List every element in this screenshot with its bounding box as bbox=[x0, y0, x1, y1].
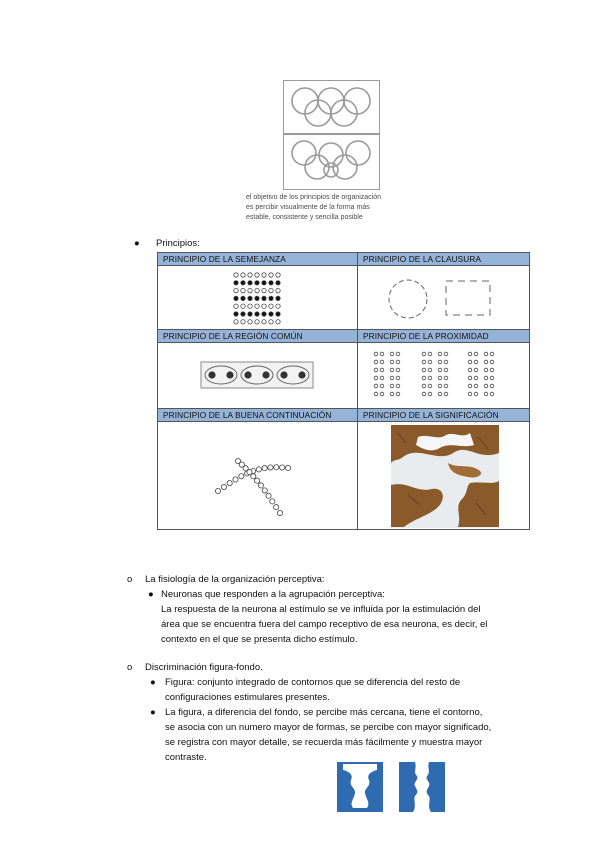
proximity-dot bbox=[422, 376, 426, 380]
proximity-dot bbox=[484, 392, 488, 396]
list-marker: o bbox=[127, 662, 133, 673]
body-line: La figura, a diferencia del fondo, se percibe más cercana, tiene el contorno, bbox=[165, 707, 483, 718]
similarity-dot bbox=[255, 280, 259, 284]
buena-continuacion-figure bbox=[158, 422, 358, 530]
proximity-dot bbox=[438, 384, 442, 388]
similarity-dot bbox=[241, 288, 245, 292]
proximity-dot bbox=[444, 384, 448, 388]
similarity-dot bbox=[255, 311, 259, 315]
principle-header-semejanza: PRINCIPIO DE LA SEMEJANZA bbox=[158, 253, 358, 266]
proximity-dot bbox=[468, 392, 472, 396]
clausura-figure bbox=[358, 266, 530, 330]
proximity-dot bbox=[422, 368, 426, 372]
principle-header-buena-continuacion: PRINCIPIO DE LA BUENA CONTINUACIÓN bbox=[158, 409, 358, 422]
proximity-dot bbox=[490, 384, 494, 388]
body-line: Figura: conjunto integrado de contornos que se diferencia del resto de bbox=[165, 677, 461, 688]
proximity-dot bbox=[438, 368, 442, 372]
similarity-dot bbox=[248, 272, 252, 276]
proximity-dot bbox=[444, 392, 448, 396]
proximity-dot bbox=[444, 368, 448, 372]
similarity-dot bbox=[269, 296, 273, 300]
continuation-dot bbox=[221, 484, 226, 489]
similarity-dot bbox=[269, 311, 273, 315]
continuation-dot bbox=[233, 476, 238, 481]
proximity-dot bbox=[484, 368, 488, 372]
proximity-dot bbox=[396, 368, 400, 372]
continuation-dot bbox=[266, 493, 271, 498]
continuation-dot bbox=[280, 464, 285, 469]
similarity-dot bbox=[241, 304, 245, 308]
similarity-dot bbox=[234, 311, 238, 315]
similarity-dot bbox=[241, 272, 245, 276]
continuation-dot bbox=[227, 480, 232, 485]
proximity-dot bbox=[428, 376, 432, 380]
principios-label: Principios: bbox=[156, 238, 200, 249]
similarity-dot bbox=[241, 311, 245, 315]
continuation-dot bbox=[274, 464, 279, 469]
caption-line: el objetivo de los principios de organización bbox=[246, 194, 382, 201]
olympic-rings-figure-bottom bbox=[283, 134, 380, 190]
proximity-dot bbox=[490, 376, 494, 380]
body-line: se asocia con un numero mayor de formas, se percibe con mayor significado, bbox=[165, 722, 492, 733]
similarity-dot bbox=[269, 319, 273, 323]
similarity-dot bbox=[276, 296, 280, 300]
proximity-dot bbox=[444, 376, 448, 380]
proximity-dot bbox=[474, 368, 478, 372]
continuation-dot bbox=[262, 465, 267, 470]
proximity-dot bbox=[438, 352, 442, 356]
principle-header-significacion: PRINCIPIO DE LA SIGNIFICACIÓN bbox=[358, 409, 530, 422]
proximity-dot bbox=[490, 368, 494, 372]
similarity-dot bbox=[241, 296, 245, 300]
similarity-dot bbox=[262, 296, 266, 300]
bullet-icon: ● bbox=[148, 589, 154, 600]
similarity-dot bbox=[276, 319, 280, 323]
proximity-dot bbox=[468, 352, 472, 356]
similarity-dot bbox=[248, 296, 252, 300]
proximity-dot bbox=[474, 384, 478, 388]
proximity-dot bbox=[374, 392, 378, 396]
similarity-dot bbox=[262, 288, 266, 292]
proximity-dot bbox=[474, 392, 478, 396]
continuation-dot bbox=[256, 466, 261, 471]
continuation-dot bbox=[258, 482, 263, 487]
rubin-faces-figure bbox=[399, 762, 445, 817]
similarity-dot bbox=[234, 280, 238, 284]
similarity-dot bbox=[248, 288, 252, 292]
proximity-dot bbox=[380, 392, 384, 396]
proximity-dot bbox=[422, 360, 426, 364]
proximity-dot bbox=[380, 384, 384, 388]
principles-table bbox=[157, 252, 530, 530]
proximity-dot bbox=[422, 392, 426, 396]
continuation-dot bbox=[277, 510, 282, 515]
similarity-dot bbox=[234, 288, 238, 292]
proximity-dot bbox=[468, 376, 472, 380]
proximity-dot bbox=[438, 376, 442, 380]
proximity-dot bbox=[380, 368, 384, 372]
proximity-dot bbox=[444, 360, 448, 364]
bullet-icon: ● bbox=[134, 238, 140, 249]
body-line: La respuesta de la neurona al estímulo se ve influida por la estimulación del bbox=[161, 604, 481, 615]
similarity-dot bbox=[262, 304, 266, 308]
proximity-dot bbox=[374, 384, 378, 388]
body-line: contraste. bbox=[165, 752, 207, 763]
proximity-dot bbox=[390, 368, 394, 372]
proximity-dot bbox=[374, 360, 378, 364]
proximity-dot bbox=[490, 360, 494, 364]
proximity-dot bbox=[484, 360, 488, 364]
similarity-dot bbox=[248, 280, 252, 284]
proximity-dot bbox=[490, 352, 494, 356]
similarity-dot bbox=[248, 319, 252, 323]
proximity-dot bbox=[474, 360, 478, 364]
proximity-dot bbox=[474, 352, 478, 356]
rubin-vase-figure bbox=[337, 762, 383, 817]
continuation-dot bbox=[285, 465, 290, 470]
similarity-dot bbox=[262, 280, 266, 284]
continuation-dot bbox=[247, 469, 252, 474]
proximity-dot bbox=[484, 352, 488, 356]
body-line: se registra con mayor detalle, se recuerda más fácilmente y muestra mayor bbox=[165, 737, 483, 748]
similarity-dot bbox=[241, 319, 245, 323]
similarity-dot bbox=[255, 272, 259, 276]
continuation-dot bbox=[215, 488, 220, 493]
proximity-dot bbox=[438, 360, 442, 364]
proximity-dot bbox=[390, 376, 394, 380]
bullet-icon: ● bbox=[150, 677, 156, 688]
proximity-dot bbox=[468, 360, 472, 364]
proximity-dot bbox=[380, 352, 384, 356]
proximity-dot bbox=[374, 368, 378, 372]
proximity-dot bbox=[390, 384, 394, 388]
continuation-dot bbox=[254, 478, 259, 483]
proximity-dot bbox=[428, 352, 432, 356]
similarity-dot bbox=[234, 319, 238, 323]
similarity-dot bbox=[269, 304, 273, 308]
similarity-dot bbox=[255, 304, 259, 308]
proximity-dot bbox=[396, 360, 400, 364]
principle-header-region-comun: PRINCIPIO DE LA REGIÓN COMÚN bbox=[158, 330, 358, 343]
proximity-dot bbox=[396, 352, 400, 356]
proximity-dot bbox=[428, 360, 432, 364]
proximity-dot bbox=[390, 392, 394, 396]
caption-line: estable, consistente y sencilla posible bbox=[246, 214, 363, 221]
similarity-dot bbox=[262, 319, 266, 323]
proximity-dot bbox=[484, 384, 488, 388]
section-title: La fisiología de la organización perceptiva: bbox=[145, 574, 325, 585]
body-line: contexto en el que se presenta dicho estímulo. bbox=[161, 634, 358, 645]
principle-header-proximidad: PRINCIPIO DE LA PROXIMIDAD bbox=[358, 330, 530, 343]
semejanza-figure bbox=[158, 266, 358, 330]
similarity-dot bbox=[276, 304, 280, 308]
continuation-dot bbox=[239, 473, 244, 478]
similarity-dot bbox=[255, 296, 259, 300]
similarity-dot bbox=[276, 272, 280, 276]
similarity-dot bbox=[234, 304, 238, 308]
bullet-title: Neuronas que responden a la agrupación perceptiva: bbox=[161, 589, 385, 600]
proximity-dot bbox=[422, 352, 426, 356]
proximity-dot bbox=[428, 384, 432, 388]
proximity-dot bbox=[396, 392, 400, 396]
similarity-dot bbox=[255, 288, 259, 292]
list-marker: o bbox=[127, 574, 133, 585]
proximity-dot bbox=[422, 384, 426, 388]
similarity-dot bbox=[269, 280, 273, 284]
similarity-dot bbox=[241, 280, 245, 284]
proximity-dot bbox=[428, 368, 432, 372]
similarity-dot bbox=[248, 304, 252, 308]
continuation-dot bbox=[270, 498, 275, 503]
similarity-dot bbox=[276, 280, 280, 284]
proximity-dot bbox=[390, 352, 394, 356]
similarity-dot bbox=[269, 288, 273, 292]
proximidad-figure bbox=[358, 343, 530, 409]
continuation-dot bbox=[262, 487, 267, 492]
proximity-dot bbox=[396, 384, 400, 388]
similarity-dot bbox=[255, 319, 259, 323]
similarity-dot bbox=[234, 296, 238, 300]
proximity-dot bbox=[468, 368, 472, 372]
significacion-figure bbox=[358, 422, 530, 530]
similarity-dot bbox=[262, 311, 266, 315]
similarity-dot bbox=[248, 311, 252, 315]
bullet-icon: ● bbox=[150, 707, 156, 718]
similarity-dot bbox=[276, 311, 280, 315]
caption-line: es percibir visualmente de la forma más bbox=[246, 204, 370, 211]
continuation-dot bbox=[274, 504, 279, 509]
proximity-dot bbox=[438, 392, 442, 396]
proximity-dot bbox=[380, 376, 384, 380]
similarity-dot bbox=[262, 272, 266, 276]
proximity-dot bbox=[474, 376, 478, 380]
continuation-dot bbox=[268, 464, 273, 469]
proximity-dot bbox=[444, 352, 448, 356]
body-line: configuraciones estimulares presentes. bbox=[165, 692, 330, 703]
similarity-dot bbox=[234, 272, 238, 276]
proximity-dot bbox=[380, 360, 384, 364]
body-line: área que se encuentra fuera del campo receptivo de esa neurona, es decir, el bbox=[161, 619, 488, 630]
proximity-dot bbox=[374, 376, 378, 380]
proximity-dot bbox=[390, 360, 394, 364]
region-comun-figure bbox=[158, 343, 358, 409]
section-title: Discriminación figura-fondo. bbox=[145, 662, 263, 673]
proximity-dot bbox=[374, 352, 378, 356]
continuation-dot bbox=[251, 473, 256, 478]
similarity-dot bbox=[269, 272, 273, 276]
olympic-rings-figure-top bbox=[283, 80, 380, 134]
rings-caption bbox=[246, 193, 426, 223]
proximity-dot bbox=[428, 392, 432, 396]
similarity-dot bbox=[276, 288, 280, 292]
proximity-dot bbox=[484, 376, 488, 380]
proximity-dot bbox=[490, 392, 494, 396]
proximity-dot bbox=[468, 384, 472, 388]
proximity-dot bbox=[396, 376, 400, 380]
principle-header-clausura: PRINCIPIO DE LA CLAUSURA bbox=[358, 253, 530, 266]
